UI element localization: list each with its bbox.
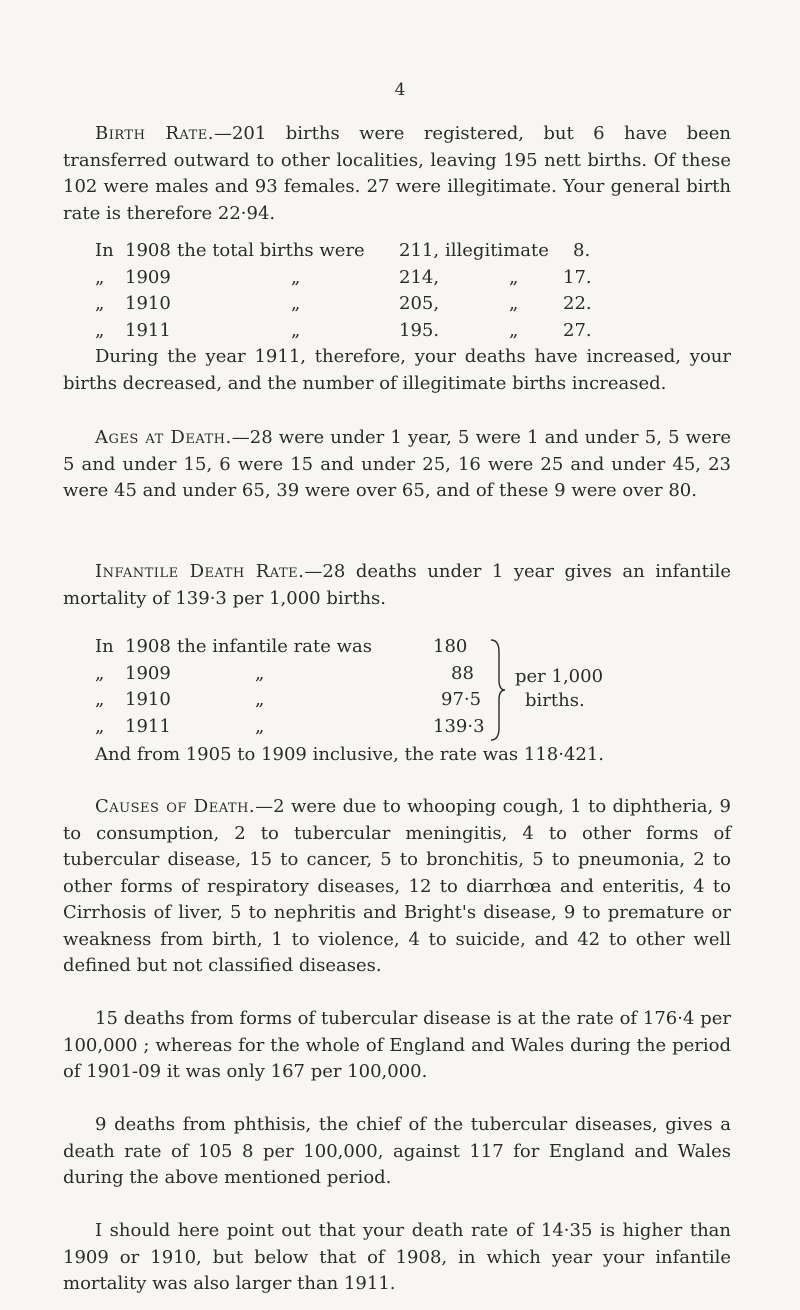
infantile-row: „ 1911 „ 139·3 bbox=[95, 715, 485, 737]
birth-rate-paragraph bbox=[63, 121, 731, 227]
births-row: „ 1911 „ 195. „ 27. bbox=[95, 319, 592, 341]
phthisis-paragraph: 9 deaths from phthisis, the chief of the tubercular diseases, gives a death rate of 105 8 per 100,000, against 117 for England and Wales during the above mentioned period. bbox=[63, 1114, 731, 1188]
infantile-row: „ 1909 „ 88 bbox=[95, 662, 474, 684]
closing-paragraph: I should here point out that your death rate of 14·35 is higher than 1909 or 1910, but below that of 1908, in which year your infantile mortality was also larger than 1911. bbox=[63, 1220, 731, 1294]
infantile-text: —28 deaths under 1 year gives an infantile mortality of 139·3 per 1,000 births. bbox=[63, 561, 731, 609]
births-table bbox=[63, 240, 743, 346]
ages-heading: Ages at Death. bbox=[95, 427, 232, 448]
infantile-table bbox=[63, 636, 743, 742]
ages-paragraph bbox=[63, 425, 731, 505]
births-row: „ 1910 „ 205, „ 22. bbox=[95, 293, 592, 314]
during-paragraph: During the year 1911, therefore, your deaths have increased, your births decreased, and the number of illegitimate births increased. bbox=[63, 346, 731, 394]
births-row: „ 1909 „ 214, „ 17. bbox=[95, 266, 592, 288]
infantile-unit-line2: births. bbox=[525, 690, 585, 711]
infantile-row: In 1908 the infantile rate was 180 bbox=[95, 636, 468, 657]
inclusive-paragraph: And from 1905 to 1909 inclusive, the rate was 118·421. bbox=[95, 744, 605, 765]
causes-text: —2 were due to whooping cough, 1 to diphtheria, 9 to consumption, 2 to tubercular meningitis, 4 to other forms of tubercular disease, 15 to cancer, 5 to bronchitis, 5 to pneumonia, 2 to other forms of respiratory diseases, 12 to diarrhœa and enteritis, 4 to Cirrhosis of liver, 5 to nephritis and Bright's disease, 9 to premature or weakness from birth, 1 to violence, 4 to suicide, and 42 to other well defined but not classified diseases. bbox=[63, 796, 731, 976]
ages-text: —28 were under 1 year, 5 were 1 and under 5, 5 were 5 and under 15, 6 were 15 and under 25, 16 were 25 and under 45, 23 were 45 and under 65, 39 were over 65, and of these 9 were over 80. bbox=[63, 427, 731, 501]
tubercular-paragraph: 15 deaths from forms of tubercular disease is at the rate of 176·4 per 100,000 ; whereas for the whole of England and Wales during the period of 1901-09 it was only 167 per 100,000. bbox=[63, 1008, 731, 1082]
birth-rate-heading: Birth Rate. bbox=[95, 123, 214, 144]
infantile-row: „ 1910 „ 97·5 bbox=[95, 689, 482, 710]
causes-paragraph bbox=[63, 794, 731, 980]
birth-rate-text: —201 births were registered, but 6 have been transferred outward to other localities, leaving 195 nett births. Of these 102 were males and 93 females. 27 were illegitimate. Your general birth rate is therefore 22·94. bbox=[63, 123, 732, 224]
right-brace-icon bbox=[489, 638, 507, 742]
infantile-unit-line1: per 1,000 bbox=[515, 666, 604, 687]
infantile-heading: Infantile Death Rate. bbox=[95, 561, 305, 582]
page-number: 4 bbox=[394, 80, 406, 100]
infantile-paragraph bbox=[63, 559, 731, 612]
causes-heading: Causes of Death. bbox=[95, 796, 256, 817]
births-row: In 1908 the total births were 211, illegitimate 8. bbox=[95, 240, 591, 261]
